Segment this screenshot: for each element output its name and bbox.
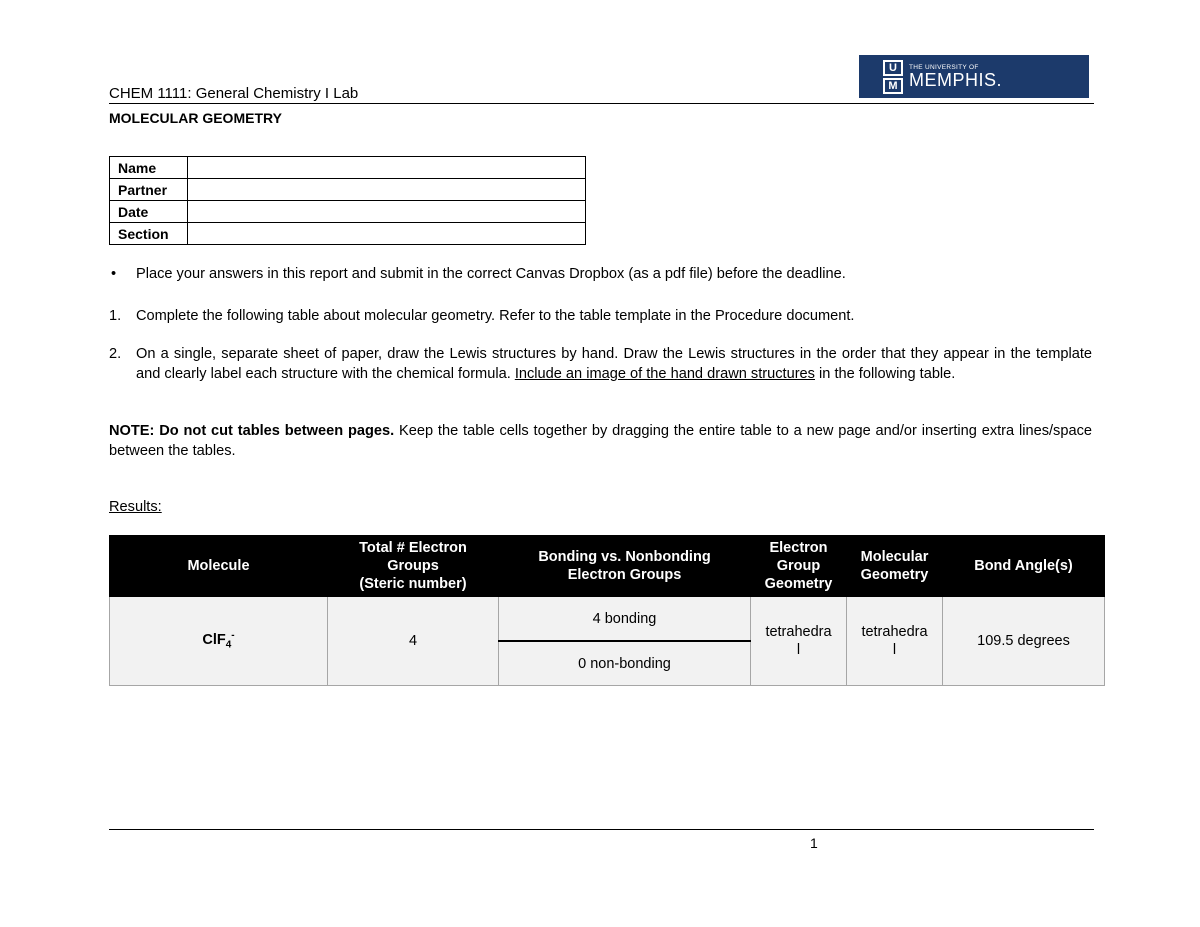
info-value-field[interactable]	[188, 201, 586, 223]
document-title: MOLECULAR GEOMETRY	[109, 110, 282, 126]
molecule-charge: -	[231, 630, 235, 642]
col-header-angle	[943, 536, 1105, 597]
info-row-name	[110, 157, 586, 179]
header-text: Bond Angle(s)	[974, 558, 1073, 574]
course-name: CHEM 1111: General Chemistry I Lab	[109, 85, 359, 102]
header-text: Molecule	[187, 558, 250, 574]
instruction-item-1	[109, 307, 1092, 327]
note-text: Keep the table cells together by dragging the entire table to a new page and/or inserting extra lines/space between the tables.	[109, 423, 1092, 459]
university-logo	[859, 55, 1089, 98]
results-row	[110, 597, 1105, 642]
logo-mark-top: U	[883, 60, 903, 76]
info-value-field[interactable]	[188, 223, 586, 245]
logo-mark	[883, 60, 903, 94]
logo-big-text: MEMPHIS.	[909, 70, 1003, 90]
cell-angle[interactable]: 109.5 degrees	[943, 597, 1105, 686]
instruction-item-2	[109, 345, 1092, 384]
item-text: Complete the following table about molecular geometry. Refer to the table template in the Procedure document.	[136, 308, 855, 324]
info-row-section	[110, 223, 586, 245]
col-header-molecule	[110, 536, 328, 597]
cell-total[interactable]: 4	[328, 597, 499, 686]
item-text-underlined: Include an image of the hand drawn structures	[514, 365, 815, 382]
header-text: Geometry	[860, 567, 929, 583]
item-text-part2: in the following table.	[819, 365, 956, 382]
cell-mg[interactable]	[847, 597, 943, 686]
results-header-row	[110, 536, 1105, 597]
col-header-mg	[847, 536, 943, 597]
cell-text: l	[892, 642, 897, 658]
col-header-total	[328, 536, 499, 597]
header-text: Molecular	[860, 549, 929, 565]
item-number: 1.	[109, 308, 122, 324]
header-text: (Steric number)	[359, 576, 467, 592]
info-row-partner	[110, 179, 586, 201]
results-heading-text: Results:	[109, 499, 162, 515]
header-text: Geometry	[764, 576, 833, 592]
col-header-egg	[751, 536, 847, 597]
info-label: Section	[110, 223, 188, 245]
results-table	[109, 535, 1105, 686]
bullet-text: Place your answers in this report and submit in the correct Canvas Dropbox (as a pdf file) before the deadline.	[136, 266, 846, 282]
info-value-field[interactable]	[188, 157, 586, 179]
info-label: Date	[110, 201, 188, 223]
col-header-bonding	[499, 536, 751, 597]
cell-molecule[interactable]	[110, 597, 328, 686]
cell-bonding[interactable]: 4 bonding	[499, 597, 751, 642]
header-text: Electron	[769, 540, 828, 556]
molecule-formula: ClF	[202, 631, 226, 648]
student-info-table	[109, 156, 586, 245]
bullet-icon: •	[111, 266, 117, 282]
logo-small-text: THE UNIVERSITY OF	[909, 64, 979, 71]
cell-text: tetrahedra	[765, 624, 832, 640]
header-text: Bonding vs. Nonbonding	[538, 549, 711, 565]
note-paragraph	[109, 422, 1092, 461]
cell-text: tetrahedra	[861, 624, 928, 640]
info-value-field[interactable]	[188, 179, 586, 201]
logo-text	[909, 64, 1002, 89]
logo-mark-bottom: M	[883, 78, 903, 94]
results-heading	[109, 498, 1092, 518]
item-text	[136, 345, 1092, 384]
header-divider	[109, 103, 1094, 104]
note-label: NOTE: Do not cut tables between pages.	[109, 423, 395, 439]
header-text: Group	[776, 558, 821, 574]
info-label: Name	[110, 157, 188, 179]
cell-text: l	[796, 642, 801, 658]
item-number: 2.	[109, 346, 122, 362]
header-text: Groups	[387, 558, 439, 574]
cell-egg[interactable]	[751, 597, 847, 686]
info-row-date	[110, 201, 586, 223]
header-text: Total # Electron	[359, 540, 467, 556]
page-number: 1	[810, 835, 818, 851]
info-label: Partner	[110, 179, 188, 201]
header-text: Electron Groups	[567, 567, 682, 583]
molecule-subscript: 4	[225, 639, 232, 651]
footer-divider	[109, 829, 1094, 830]
item-text-part1: On a single, separate sheet of paper, draw the Lewis structures by hand. Draw the Lewis structures in the order that they appear in the template and clearly label each structure with the chemical formula.	[136, 346, 1092, 382]
cell-nonbonding[interactable]: 0 non-bonding	[499, 641, 751, 686]
bullet-instruction	[109, 265, 1092, 285]
